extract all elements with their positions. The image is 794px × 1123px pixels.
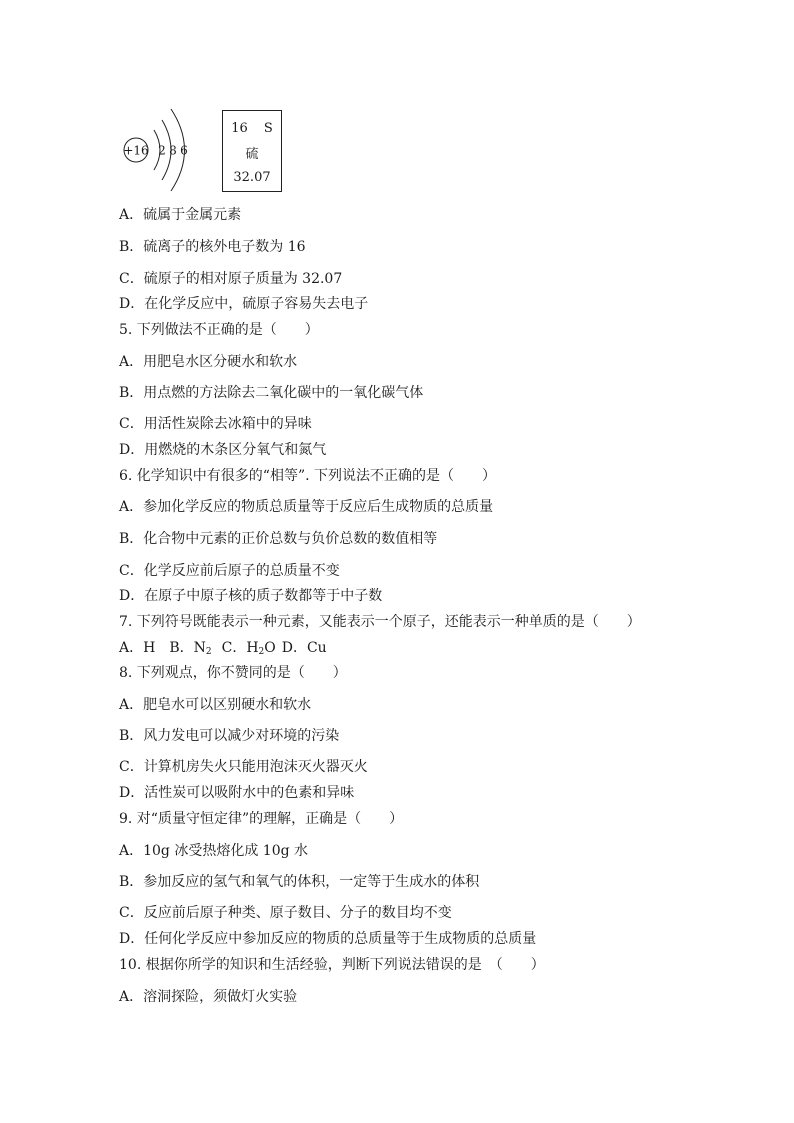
q4-option-b: B．硫离子的核外电子数为 16 — [119, 239, 306, 255]
q7-option-a: A．H — [119, 640, 156, 656]
q5-option-d: D．用燃烧的木条区分氧气和氮气 — [119, 442, 327, 458]
q6-option-c: C．化学反应前后原子的总质量不变 — [119, 563, 340, 579]
q6-option-b: B．化合物中元素的正价总数与负价总数的数值相等 — [119, 531, 438, 547]
q6-stem: 6. 化学知识中有很多的“相等”. 下列说法不正确的是（ ） — [119, 468, 497, 484]
shell-electrons-1: 2 — [158, 143, 166, 158]
q7-option-c-subscript: 2 — [258, 647, 265, 657]
q7-option-b-prefix: B．N — [169, 640, 206, 656]
q5-option-b: B．用点燃的方法除去二氧化碳中的一氧化碳气体 — [119, 385, 424, 401]
q7-option-b — [169, 640, 211, 656]
q7-option-c-suffix: O — [264, 640, 276, 656]
q7-option-c — [222, 640, 276, 656]
q9-stem: 9. 对“质量守恒定律”的理解，正确是（ ） — [119, 811, 404, 827]
q7-option-b-subscript: 2 — [205, 647, 212, 657]
atomic-number: 16 — [231, 121, 248, 136]
q8-option-d: D．活性炭可以吸附水中的色素和异味 — [119, 785, 355, 801]
q9-option-d: D．任何化学反应中参加反应的物质的总质量等于生成物质的总质量 — [119, 931, 537, 947]
q10-stem: 10. 根据你所学的知识和生活经验，判断下列说法错误的是 （ ） — [119, 957, 545, 973]
q5-option-c: C．用活性炭除去冰箱中的异味 — [119, 416, 312, 432]
q9-option-c: C．反应前后原子种类、原子数目、分子的数目均不变 — [119, 905, 452, 921]
q7-stem: 7. 下列符号既能表示一种元素，又能表示一个原子，还能表示一种单质的是（ ） — [119, 614, 641, 630]
shell-electrons-2: 8 — [169, 143, 177, 158]
q6-option-a: A．参加化学反应的物质总质量等于反应后生成物质的总质量 — [119, 499, 494, 515]
q5-option-a: A．用肥皂水区分硬水和软水 — [119, 354, 298, 370]
q10-option-a: A．溶洞探险，须做灯火实验 — [119, 989, 298, 1005]
q8-option-b: B．风力发电可以减少对环境的污染 — [119, 728, 340, 744]
q6-option-d: D．在原子中原子核的质子数都等于中子数 — [119, 588, 383, 604]
q7-option-d: D．Cu — [281, 640, 327, 656]
atomic-mass: 32.07 — [233, 170, 271, 185]
sulfur-atom-structure-diagram — [118, 103, 198, 197]
q9-option-b: B．参加反应的氢气和氧气的体积，一定等于生成水的体积 — [119, 874, 480, 890]
q7-option-c-prefix: C．H — [221, 640, 259, 656]
element-symbol: S — [263, 121, 273, 136]
q9-option-a: A．10g 冰受热熔化成 10g 水 — [119, 843, 309, 859]
element-info-box — [222, 110, 282, 192]
q5-stem: 5. 下列做法不正确的是（ ） — [119, 322, 319, 338]
q7-options — [119, 639, 327, 657]
q8-option-c: C．计算机房失火只能用泡沫灭火器灭火 — [119, 759, 368, 775]
q4-option-d: D．在化学反应中，硫原子容易失去电子 — [119, 296, 369, 312]
q4-option-a: A．硫属于金属元素 — [119, 207, 242, 223]
q8-stem: 8. 下列观点，你不赞同的是（ ） — [119, 665, 347, 681]
q4-option-c: C．硫原子的相对原子质量为 32.07 — [119, 271, 343, 287]
element-number-symbol-row — [223, 121, 281, 137]
nucleus-charge: +16 — [123, 143, 149, 158]
element-name: 硫 — [245, 147, 259, 162]
shell-electrons-3: 6 — [180, 143, 188, 158]
q8-option-a: A．肥皂水可以区别硬水和软水 — [119, 697, 312, 713]
